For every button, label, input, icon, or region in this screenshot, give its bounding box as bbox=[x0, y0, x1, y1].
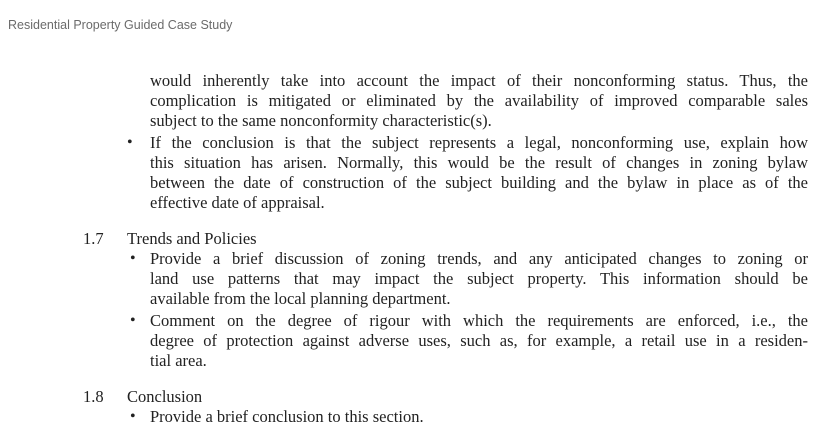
section-heading: Trends and Policies bbox=[127, 229, 257, 248]
text-line: subject to the same nonconformity characteristic(s). bbox=[150, 111, 492, 130]
text-line: Provide a brief discussion of zoning trends, and any anticipated changes to zoning or bbox=[150, 249, 808, 268]
bullet-icon: • bbox=[130, 312, 136, 329]
text-line: tial area. bbox=[150, 351, 207, 370]
text-line: between the date of construction of the subject building and the bylaw in place as of the bbox=[150, 173, 808, 192]
section-heading: Conclusion bbox=[127, 387, 203, 406]
text-line: degree of protection against adverse uses, such as, for example, a retail use in a residen- bbox=[150, 331, 808, 350]
text-line: complication is mitigated or eliminated by the availability of improved comparable sales bbox=[150, 91, 808, 110]
section-number: 1.7 bbox=[83, 229, 104, 248]
text-line: effective date of appraisal. bbox=[150, 193, 325, 212]
bullet-icon: • bbox=[130, 408, 136, 425]
section-number: 1.8 bbox=[83, 387, 104, 406]
text-line: Comment on the degree of rigour with which the requirements are enforced, i.e., the bbox=[150, 311, 808, 330]
text-line: If the conclusion is that the subject represents a legal, nonconforming use, explain how bbox=[150, 133, 808, 152]
bullet-icon: • bbox=[130, 250, 136, 267]
text-line: this situation has arisen. Normally, this would be the result of changes in zoning bylaw bbox=[150, 153, 808, 172]
text-line: would inherently take into account the impact of their nonconforming status. Thus, the bbox=[150, 71, 808, 90]
text-line: land use patterns that may impact the subject property. This information should be bbox=[150, 269, 808, 288]
text-line: available from the local planning department. bbox=[150, 289, 451, 308]
text-line: Provide a brief conclusion to this section. bbox=[150, 407, 424, 426]
bullet-icon: • bbox=[127, 134, 133, 151]
running-header: Residential Property Guided Case Study bbox=[8, 18, 233, 32]
